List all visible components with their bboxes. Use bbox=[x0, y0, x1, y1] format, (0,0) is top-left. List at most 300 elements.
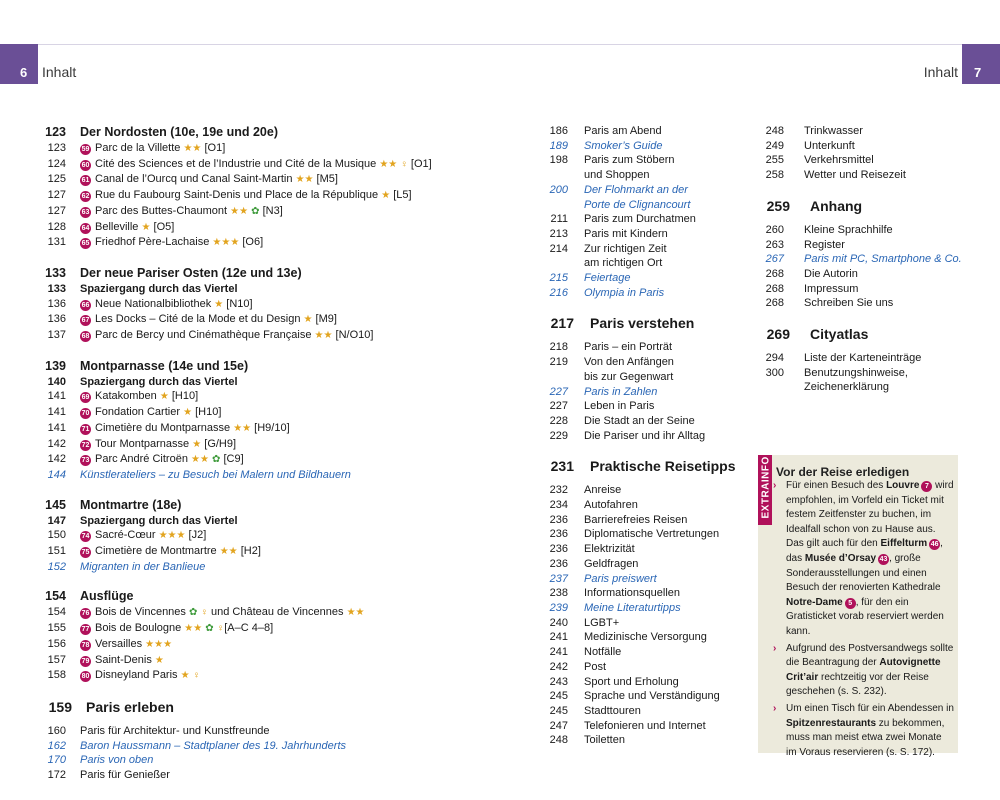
page-number: 213 bbox=[549, 227, 568, 240]
map-reference: [O1] bbox=[201, 142, 226, 154]
toc-entry[interactable] bbox=[756, 168, 986, 183]
entry-title: Telefonieren und Internet bbox=[584, 719, 706, 732]
toc-entry[interactable] bbox=[536, 483, 746, 498]
toc-entry[interactable] bbox=[42, 437, 482, 453]
entry-title: und Shoppen bbox=[584, 169, 650, 182]
star-rating-icon: ★★ bbox=[191, 454, 209, 466]
sight-number-badge: 71 bbox=[81, 425, 90, 433]
toc-entry[interactable] bbox=[756, 223, 986, 238]
entry-text bbox=[80, 297, 482, 313]
sight-number-badge: 66 bbox=[81, 301, 90, 309]
entry-text bbox=[584, 733, 746, 748]
page-number: 211 bbox=[550, 213, 568, 226]
toc-entry[interactable] bbox=[42, 405, 482, 421]
sight-number-badge: 63 bbox=[81, 208, 90, 216]
entry-title: Schreiben Sie uns bbox=[804, 297, 894, 310]
toc-entry[interactable] bbox=[536, 198, 746, 213]
entry-title: Belleville bbox=[95, 220, 139, 233]
page-number: 259 bbox=[766, 197, 790, 214]
page-number: 127 bbox=[47, 189, 66, 202]
entry-title: Stadttouren bbox=[584, 704, 641, 717]
extra-info-item bbox=[772, 642, 954, 700]
toc-entry[interactable] bbox=[42, 421, 482, 437]
entry-text bbox=[584, 616, 746, 631]
page-number: 237 bbox=[549, 572, 568, 585]
spacer bbox=[42, 251, 482, 265]
toc-entry[interactable] bbox=[42, 724, 482, 739]
toc-entry[interactable] bbox=[536, 675, 746, 690]
entry-title: Zeichenerklärung bbox=[804, 381, 889, 394]
sight-number-badge: 5 bbox=[845, 598, 856, 609]
spacer bbox=[756, 343, 986, 351]
page-number: 144 bbox=[47, 468, 66, 481]
star-rating-icon: ★★ bbox=[314, 330, 333, 342]
entry-text bbox=[584, 513, 746, 528]
entry-text bbox=[80, 265, 482, 282]
entry-title: Montmartre (18e) bbox=[80, 497, 182, 512]
toc-entry[interactable] bbox=[42, 768, 482, 783]
entry-text bbox=[584, 660, 746, 675]
page-number: 124 bbox=[47, 157, 66, 170]
toc-section-heading[interactable] bbox=[756, 197, 986, 215]
toc-entry[interactable] bbox=[42, 297, 482, 313]
entry-title: Die Stadt an der Seine bbox=[584, 414, 695, 427]
entry-title: Paris zum Stöbern bbox=[584, 154, 675, 167]
page-number: 227 bbox=[549, 385, 568, 398]
page-number: 241 bbox=[549, 646, 568, 659]
page-number: 240 bbox=[549, 616, 568, 629]
map-reference: [M9] bbox=[312, 313, 337, 326]
toc-section-heading[interactable] bbox=[536, 457, 746, 475]
entry-title: Les Docks – Cité de la Mode et du Design bbox=[95, 313, 301, 326]
toc-section-heading[interactable] bbox=[42, 698, 482, 716]
sight-number-badge: 75 bbox=[81, 549, 90, 557]
toc-entry[interactable] bbox=[536, 616, 746, 631]
toc-entry[interactable] bbox=[536, 630, 746, 645]
page-number: 159 bbox=[48, 698, 72, 715]
toc-entry[interactable] bbox=[536, 139, 746, 154]
sight-number-badge: 43 bbox=[879, 555, 888, 563]
toc-entry[interactable] bbox=[536, 183, 746, 198]
toc-entry[interactable] bbox=[756, 380, 986, 395]
entry-text bbox=[810, 197, 986, 215]
chevron-right-icon: › bbox=[773, 702, 777, 714]
star-rating-icon: ★★ bbox=[233, 422, 252, 434]
entry-text bbox=[584, 124, 746, 139]
entry-title: Ausflüge bbox=[80, 589, 134, 604]
page-number: 136 bbox=[47, 297, 66, 310]
toc-column-3 bbox=[756, 124, 986, 395]
text-run: , für den ein Gratisticket vorab reserviert werden kann. bbox=[786, 596, 944, 637]
extra-info-list bbox=[772, 479, 954, 762]
entry-text bbox=[804, 366, 986, 381]
page-number: 268 bbox=[765, 282, 784, 295]
sight-number-badge: 46 bbox=[930, 541, 939, 549]
toc-entry[interactable] bbox=[536, 660, 746, 675]
toc-entry[interactable] bbox=[42, 328, 482, 344]
entry-text bbox=[80, 753, 482, 768]
entry-text bbox=[584, 198, 746, 213]
toc-entry[interactable] bbox=[42, 560, 482, 575]
entry-title: Meine Literaturtipps bbox=[584, 601, 681, 614]
entry-title: Parc André Citroën bbox=[95, 453, 188, 466]
toc-entry[interactable] bbox=[42, 605, 482, 621]
entry-text bbox=[584, 399, 746, 414]
toc-entry[interactable] bbox=[756, 124, 986, 139]
sight-number-badge: 78 bbox=[81, 641, 90, 649]
page-number: 231 bbox=[550, 458, 574, 475]
toc-entry[interactable] bbox=[536, 124, 746, 139]
sight-number-badge: 59 bbox=[81, 146, 90, 153]
entry-title: Impressum bbox=[804, 282, 859, 295]
entry-title: Rue du Faubourg Saint-Denis und Place de la République bbox=[95, 189, 379, 202]
entry-text bbox=[584, 340, 746, 355]
text-run: wird empfohlen, im Vorfeld ein Ticket mit festem Zeitfenster zu buchen, im Idealfall schon von zu Hause aus. Das gilt auch für den bbox=[786, 480, 954, 550]
toc-entry[interactable] bbox=[42, 637, 482, 653]
toc-entry[interactable] bbox=[536, 586, 746, 601]
entry-title: Geldfragen bbox=[584, 557, 639, 570]
map-reference: [M5] bbox=[313, 173, 338, 186]
entry-text bbox=[80, 497, 482, 514]
entry-text bbox=[804, 267, 986, 282]
page-number: 217 bbox=[550, 315, 574, 332]
toc-entry[interactable] bbox=[536, 242, 746, 257]
toc-entry[interactable] bbox=[536, 572, 746, 587]
toc-entry[interactable] bbox=[536, 513, 746, 528]
text-run: Aufgrund des Postversandwegs sollte die Beantragung der bbox=[786, 642, 954, 669]
page-number: 198 bbox=[549, 154, 568, 167]
child-friendly-icon: ♀ bbox=[192, 670, 201, 682]
entry-title: Spaziergang durch das Viertel bbox=[80, 514, 238, 527]
entry-title: Notfälle bbox=[584, 646, 622, 659]
toc-entry[interactable] bbox=[536, 286, 746, 301]
entry-title: Medizinische Versorgung bbox=[584, 631, 707, 644]
entry-title: Parc de Bercy und Cinémathèque Française bbox=[95, 329, 312, 342]
toc-entry[interactable] bbox=[536, 414, 746, 429]
toc-entry[interactable] bbox=[536, 256, 746, 271]
toc-entry[interactable] bbox=[42, 668, 482, 684]
chevron-right-icon: › bbox=[773, 642, 777, 654]
page-number: 227 bbox=[549, 400, 568, 413]
toc-entry[interactable] bbox=[42, 753, 482, 768]
entry-title: am richtigen Ort bbox=[584, 257, 663, 270]
entry-text bbox=[804, 380, 986, 395]
page-number: 238 bbox=[549, 587, 568, 600]
entry-title: Canal de l’Ourcq und Canal Saint-Martin bbox=[95, 173, 293, 186]
entry-title: Cityatlas bbox=[810, 326, 869, 343]
toc-entry[interactable] bbox=[536, 601, 746, 616]
entry-title: Zur richtigen Zeit bbox=[584, 242, 667, 255]
extra-info-title: Vor der Reise erledigen bbox=[776, 465, 910, 479]
entry-text bbox=[804, 296, 986, 311]
child-friendly-icon: ♀ bbox=[400, 158, 408, 170]
bold-term: Notre-Dame bbox=[786, 596, 843, 608]
entry-title: Paris – ein Porträt bbox=[584, 341, 673, 354]
text-run: zu bekommen, muss man meist etwa zwei Monate im Voraus reservieren (s. S. 172). bbox=[786, 717, 945, 758]
star-rating-icon: ★★★ bbox=[212, 237, 240, 249]
toc-entry[interactable] bbox=[756, 153, 986, 168]
entry-title: Paris am Abend bbox=[584, 125, 662, 137]
entry-text bbox=[804, 168, 986, 183]
entry-title: Unterkunft bbox=[804, 139, 855, 152]
right-page-number: 7 bbox=[962, 44, 1000, 84]
toc-entry[interactable] bbox=[42, 653, 482, 669]
spacer bbox=[756, 311, 986, 325]
entry-title: Disneyland Paris bbox=[95, 669, 178, 682]
page-number: 241 bbox=[549, 631, 568, 644]
entry-title: Porte de Clignancourt bbox=[584, 198, 691, 211]
entry-text bbox=[584, 256, 746, 271]
entry-text bbox=[804, 153, 986, 168]
green-space-icon: ✿ bbox=[212, 454, 221, 466]
toc-entry[interactable] bbox=[42, 220, 482, 236]
toc-entry[interactable] bbox=[42, 468, 482, 483]
entry-title: Der Nordosten (10e, 19e und 20e) bbox=[80, 125, 278, 139]
star-rating-icon: ★ bbox=[381, 190, 391, 202]
entry-title: Verkehrsmittel bbox=[804, 154, 874, 167]
sight-number-badge: 65 bbox=[81, 240, 90, 248]
sight-number-badge: 67 bbox=[81, 317, 90, 325]
toc-entry[interactable] bbox=[42, 452, 482, 468]
toc-entry[interactable] bbox=[536, 704, 746, 719]
entry-text bbox=[584, 370, 746, 385]
entry-title: Leben in Paris bbox=[584, 400, 655, 413]
toc-entry[interactable] bbox=[536, 212, 746, 227]
page-number: 236 bbox=[549, 557, 568, 570]
toc-section-heading[interactable] bbox=[42, 124, 482, 141]
entry-title: Künstlerateliers – zu Besuch bei Malern und Bildhauern bbox=[80, 468, 351, 481]
toc-entry[interactable] bbox=[536, 355, 746, 370]
page-number: 218 bbox=[549, 341, 568, 354]
sight-number-badge: 73 bbox=[81, 457, 90, 465]
map-reference: [O5] bbox=[150, 220, 175, 233]
entry-text bbox=[810, 325, 986, 343]
entry-text bbox=[80, 375, 482, 390]
toc-entry[interactable] bbox=[42, 204, 482, 220]
toc-entry[interactable] bbox=[536, 340, 746, 355]
entry-title: Der neue Pariser Osten (12e und 13e) bbox=[80, 265, 302, 280]
entry-text bbox=[80, 421, 482, 437]
toc-entry[interactable] bbox=[42, 621, 482, 637]
sight-number-badge: 62 bbox=[81, 193, 90, 201]
entry-text bbox=[80, 328, 482, 344]
star-rating-icon: ★★ bbox=[379, 158, 398, 170]
page-number: 236 bbox=[549, 543, 568, 556]
star-rating-icon: ★★★ bbox=[158, 530, 186, 542]
spacer bbox=[536, 443, 746, 457]
page-number: 151 bbox=[47, 545, 66, 558]
entry-text bbox=[80, 621, 482, 637]
entry-text bbox=[584, 601, 746, 616]
toc-column-2 bbox=[536, 124, 746, 748]
toc-entry[interactable] bbox=[42, 544, 482, 560]
entry-title: Spaziergang durch das Viertel bbox=[80, 282, 238, 295]
entry-text bbox=[584, 719, 746, 734]
toc-entry[interactable] bbox=[42, 157, 482, 173]
toc-entry[interactable] bbox=[756, 267, 986, 282]
sight-number-badge: 80 bbox=[81, 673, 90, 681]
entry-text bbox=[86, 698, 482, 716]
page-number: 242 bbox=[549, 660, 568, 673]
left-page-number: 6 bbox=[0, 44, 38, 84]
sight-number-badge: 68 bbox=[81, 333, 90, 341]
toc-entry[interactable] bbox=[536, 227, 746, 242]
toc-entry[interactable] bbox=[42, 389, 482, 405]
text-run: , das bbox=[786, 538, 943, 564]
toc-entry[interactable] bbox=[756, 351, 986, 366]
entry-text bbox=[80, 528, 482, 544]
star-rating-icon: ★★ bbox=[219, 546, 238, 558]
toc-entry[interactable] bbox=[756, 139, 986, 154]
map-reference: [H10] bbox=[192, 406, 222, 419]
toc-entry[interactable] bbox=[42, 312, 482, 328]
toc-section-heading[interactable] bbox=[42, 497, 482, 514]
page-number: 260 bbox=[765, 223, 784, 236]
toc-entry[interactable] bbox=[536, 733, 746, 748]
entry-title: Autofahren bbox=[584, 499, 638, 512]
toc-entry[interactable] bbox=[536, 399, 746, 414]
toc-entry[interactable] bbox=[42, 188, 482, 204]
toc-entry[interactable] bbox=[536, 689, 746, 704]
star-rating-icon: ★★ bbox=[295, 174, 314, 186]
toc-entry[interactable] bbox=[536, 719, 746, 734]
text-run: rechtzeitig vor der Reise geschehen (s. S. 232). bbox=[786, 671, 929, 698]
entry-title: Montparnasse (14e und 15e) bbox=[80, 358, 249, 373]
toc-entry[interactable] bbox=[536, 645, 746, 660]
toc-entry[interactable] bbox=[536, 370, 746, 385]
star-rating-icon: ★★★ bbox=[145, 638, 173, 650]
toc-entry[interactable] bbox=[756, 252, 986, 267]
toc-entry[interactable] bbox=[536, 271, 746, 286]
entry-text bbox=[584, 139, 746, 154]
page-number: 232 bbox=[549, 484, 568, 497]
toc-section-heading[interactable] bbox=[42, 588, 482, 605]
toc-entry[interactable] bbox=[756, 238, 986, 253]
page-number: 139 bbox=[45, 358, 66, 373]
page-number: 263 bbox=[765, 238, 784, 251]
entry-text bbox=[584, 429, 746, 444]
entry-title: Paris von oben bbox=[80, 754, 154, 767]
map-reference: [H9/10] bbox=[251, 421, 290, 434]
page-number: 200 bbox=[549, 183, 568, 196]
map-reference: [H10] bbox=[168, 390, 199, 403]
entry-text bbox=[804, 139, 986, 154]
toc-entry[interactable] bbox=[42, 514, 482, 529]
toc-entry[interactable] bbox=[756, 296, 986, 311]
entry-text bbox=[584, 385, 746, 400]
toc-entry[interactable] bbox=[536, 498, 746, 513]
toc-section-heading[interactable] bbox=[42, 358, 482, 375]
page-number: 255 bbox=[765, 154, 784, 167]
page-number: 243 bbox=[549, 675, 568, 688]
toc-section-heading[interactable] bbox=[536, 314, 746, 332]
text-run: Um einen Tisch für ein Abendessen in bbox=[786, 702, 954, 714]
entry-title: Toiletten bbox=[584, 734, 625, 747]
entry-text bbox=[804, 238, 986, 253]
toc-entry[interactable] bbox=[42, 282, 482, 297]
page-number: 215 bbox=[549, 272, 568, 285]
entry-text bbox=[584, 242, 746, 257]
entry-text bbox=[80, 312, 482, 328]
page-number: 141 bbox=[47, 421, 66, 434]
entry-text bbox=[80, 358, 482, 375]
entry-text bbox=[80, 739, 482, 754]
spacer bbox=[42, 344, 482, 358]
toc-section-heading[interactable] bbox=[756, 325, 986, 343]
entry-title: Parc des Buttes-Chaumont bbox=[95, 204, 228, 217]
page-number: 269 bbox=[766, 326, 790, 343]
sight-number-badge: 79 bbox=[81, 657, 90, 665]
sight-number-badge: 70 bbox=[81, 410, 90, 418]
page-number: 152 bbox=[47, 560, 66, 573]
toc-entry[interactable] bbox=[536, 557, 746, 572]
toc-column-1 bbox=[42, 124, 482, 783]
toc-entry[interactable] bbox=[536, 168, 746, 183]
entry-text bbox=[584, 271, 746, 286]
toc-entry[interactable] bbox=[42, 235, 482, 251]
page-number: 170 bbox=[47, 754, 66, 767]
page-number: 258 bbox=[765, 169, 784, 182]
entry-title: Sprache und Verständigung bbox=[584, 690, 720, 703]
entry-title: Benutzungshinweise, bbox=[804, 366, 908, 379]
page-number: 229 bbox=[549, 429, 568, 442]
star-rating-icon: ★ bbox=[214, 298, 224, 310]
entry-title: Friedhof Père-Lachaise bbox=[95, 236, 210, 249]
toc-entry[interactable] bbox=[756, 282, 986, 297]
toc-entry[interactable] bbox=[536, 429, 746, 444]
toc-entry[interactable] bbox=[42, 141, 482, 157]
star-rating-icon: ★★ bbox=[183, 143, 202, 154]
toc-section-heading[interactable] bbox=[42, 265, 482, 282]
toc-entry[interactable] bbox=[536, 385, 746, 400]
entry-title: Saint-Denis bbox=[95, 653, 152, 666]
green-space-icon: ✿ bbox=[205, 623, 214, 635]
page-number: 160 bbox=[47, 724, 66, 737]
toc-entry[interactable] bbox=[536, 542, 746, 557]
page-number: 156 bbox=[47, 637, 66, 650]
entry-text bbox=[80, 588, 482, 605]
entry-title-cont: und Château de Vincennes bbox=[207, 606, 344, 619]
toc-entry[interactable] bbox=[536, 153, 746, 168]
page-number: 127 bbox=[47, 204, 66, 217]
entry-text bbox=[584, 527, 746, 542]
spacer bbox=[42, 483, 482, 497]
entry-title: Bois de Boulogne bbox=[95, 622, 182, 635]
entry-text bbox=[804, 282, 986, 297]
map-reference: [N/O10] bbox=[332, 329, 374, 342]
extra-info-item bbox=[772, 702, 954, 760]
entry-text bbox=[80, 724, 482, 739]
entry-text bbox=[80, 653, 482, 669]
toc-entry[interactable] bbox=[536, 527, 746, 542]
page-number: 248 bbox=[765, 125, 784, 137]
page-number: 154 bbox=[45, 589, 66, 604]
page-number: 141 bbox=[47, 390, 66, 403]
text-run: Für einen Besuch des bbox=[786, 480, 887, 491]
toc-entry[interactable] bbox=[42, 528, 482, 544]
page-number: 137 bbox=[47, 329, 66, 342]
entry-text bbox=[80, 637, 482, 653]
sight-number-badge: 60 bbox=[81, 161, 90, 169]
toc-entry[interactable] bbox=[42, 739, 482, 754]
entry-title: Olympia in Paris bbox=[584, 286, 665, 299]
entry-title: Migranten in der Banlieue bbox=[80, 560, 206, 573]
page-number: 267 bbox=[765, 253, 784, 266]
toc-entry[interactable] bbox=[42, 172, 482, 188]
toc-entry[interactable] bbox=[42, 375, 482, 390]
toc-entry[interactable] bbox=[756, 366, 986, 381]
map-reference: [L5] bbox=[390, 189, 412, 202]
